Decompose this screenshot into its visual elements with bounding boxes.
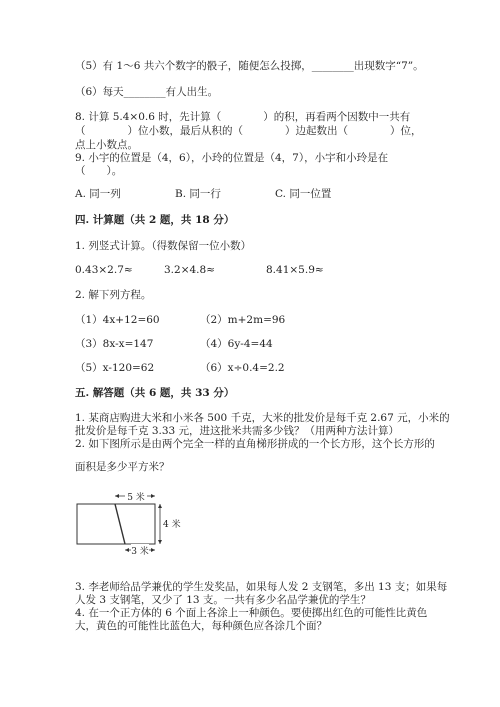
option-a: A. 同一列 (75, 188, 121, 200)
equation-6: （6）x÷0.4=2.2 (200, 362, 285, 374)
label-top: 5 米 (127, 493, 145, 503)
problem-4-line-2: 大，黄色的可能性比蓝色大，每种颜色应各涂几个面？ (75, 620, 327, 632)
calc-2-prompt: 2. 解下列方程。 (75, 289, 152, 301)
trapezoid-rectangle-figure (75, 487, 185, 557)
section-5-heading: 五. 解答题（共 6 题，共 33 分） (75, 387, 235, 399)
equation-2: （2）m+2m=96 (200, 314, 286, 326)
problem-1-line-2: 批发价是每千克 3.33 元，进这批米共需多少钱？（用两种方法计算） (75, 425, 400, 437)
problem-3-line-1: 3. 李老师给品学兼优的学生发奖品，如果每人发 2 支钢笔，多出 13 支；如果每 (75, 581, 448, 593)
problem-2-line-2: 面积是多少平方米？ (75, 461, 170, 473)
equation-1: （1）4x+12=60 (75, 314, 160, 326)
question-9-line-1: 9. 小宇的位置是（4，6），小玲的位置是（4，7），小宇和小玲是在 (75, 152, 389, 164)
equation-3: （3）8x-x=147 (75, 338, 154, 350)
question-5-line: （5）有 1～6 共六个数字的骰子，随便怎么投掷，________出现数字“7”。 (75, 60, 424, 72)
question-8-line-3: 点上小数点。 (75, 139, 138, 151)
calc-1-a: 0.43×2.7≈ (75, 264, 133, 276)
problem-2-line-1: 2. 如下图所示是由两个完全一样的直角梯形拼成的一个长方形，这个长方形的 (75, 438, 435, 450)
label-right: 4 米 (163, 520, 181, 530)
question-8-line-1: 8. 计算 5.4×0.6 时，先计算（ ）的积，再看两个因数中一共有 (75, 111, 411, 123)
option-c: C. 同一位置 (275, 188, 332, 200)
problem-1-line-1: 1. 某商店购进大米和小米各 500 千克，大米的批发价是每千克 2.67 元，小米的 (75, 412, 450, 424)
calc-1-prompt: 1. 列竖式计算。（得数保留一位小数） (75, 240, 252, 252)
option-b: B. 同一行 (175, 188, 221, 200)
equation-4: （4）6y-4=44 (200, 338, 273, 350)
section-4-heading: 四. 计算题（共 2 题，共 18 分） (75, 214, 235, 226)
equation-5: （5）x-120=62 (75, 362, 155, 374)
label-bottom: 3 米 (131, 547, 149, 557)
calc-1-c: 8.41×5.9≈ (266, 264, 324, 276)
problem-3-line-2: 人发 3 支钢笔，又少了 13 支。一共有多少名品学兼优的学生？ (75, 594, 371, 606)
problem-4-line-1: 4. 在一个正方体的 6 个面上各涂上一种颜色。要使掷出红色的可能性比黄色 (75, 607, 428, 619)
question-8-line-2: （ ）位小数，最后从积的（ ）边起数出（ ）位， (75, 125, 422, 137)
question-9-line-2: （ ）。 (75, 165, 123, 177)
question-6-line: （6）每天________有人出生。 (75, 86, 219, 98)
calc-1-b: 3.2×4.8≈ (164, 264, 215, 276)
